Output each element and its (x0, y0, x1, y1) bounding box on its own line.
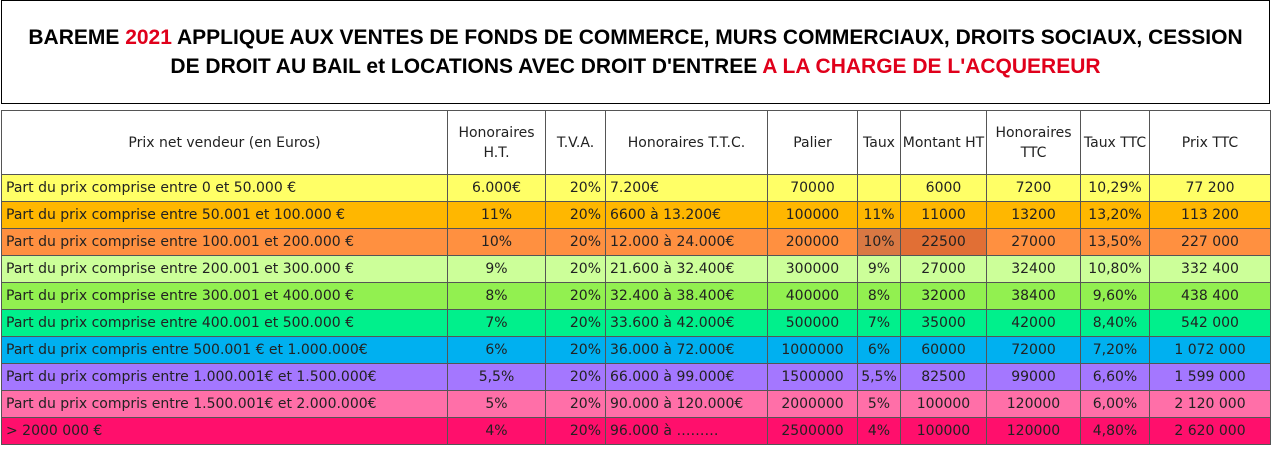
cell-palier[interactable]: 200000 (768, 229, 858, 256)
cell-taux-ttc[interactable]: 7,20% (1081, 337, 1150, 364)
cell-taux[interactable]: 10% (858, 229, 901, 256)
cell-taux[interactable]: 7% (858, 310, 901, 337)
header-tva[interactable]: T.V.A. (546, 111, 606, 175)
cell-prix-ttc[interactable]: 438 400 (1150, 283, 1271, 310)
cell-montant-ht[interactable]: 100000 (901, 391, 987, 418)
cell-prix-net[interactable]: Part du prix comprise entre 100.001 et 200.000 € (2, 229, 448, 256)
cell-honoraires-ttc-2[interactable]: 72000 (987, 337, 1081, 364)
cell-prix-net[interactable]: Part du prix comprise entre 50.001 et 100.000 € (2, 202, 448, 229)
cell-taux[interactable]: 5,5% (858, 364, 901, 391)
header-montant-ht[interactable]: Montant HT (901, 111, 987, 175)
header-honoraires-ttc-2[interactable]: Honoraires TTC (987, 111, 1081, 175)
cell-honoraires-ht[interactable]: 6% (448, 337, 546, 364)
table-row (2, 364, 1271, 391)
cell-honoraires-ttc[interactable]: 36.000 à 72.000€ (606, 337, 768, 364)
table-row (2, 256, 1271, 283)
cell-honoraires-ttc-2[interactable]: 120000 (987, 418, 1081, 445)
cell-palier[interactable]: 100000 (768, 202, 858, 229)
cell-taux[interactable]: 4% (858, 418, 901, 445)
cell-honoraires-ht[interactable]: 10% (448, 229, 546, 256)
cell-palier[interactable]: 2000000 (768, 391, 858, 418)
cell-honoraires-ttc[interactable]: 6600 à 13.200€ (606, 202, 768, 229)
cell-prix-net[interactable]: Part du prix comprise entre 0 et 50.000 € (2, 175, 448, 202)
title-rest: APPLIQUE AUX VENTES DE FONDS DE COMMERCE, MURS COMMERCIAUX, DROITS SOCIAUX, CESSION (171, 26, 1243, 49)
cell-montant-ht[interactable]: 27000 (901, 256, 987, 283)
cell-prix-net[interactable]: > 2000 000 € (2, 418, 448, 445)
cell-honoraires-ttc[interactable]: 33.600 à 42.000€ (606, 310, 768, 337)
cell-taux-ttc[interactable]: 6,00% (1081, 391, 1150, 418)
cell-prix-net[interactable]: Part du prix comprise entre 400.001 et 500.000 € (2, 310, 448, 337)
cell-honoraires-ttc[interactable]: 21.600 à 32.400€ (606, 256, 768, 283)
table-row (2, 283, 1271, 310)
cell-taux-ttc[interactable]: 13,20% (1081, 202, 1150, 229)
header-taux-ttc[interactable]: Taux TTC (1081, 111, 1150, 175)
header-prix-net[interactable]: Prix net vendeur (en Euros) (2, 111, 448, 175)
cell-honoraires-ht[interactable]: 11% (448, 202, 546, 229)
cell-honoraires-ttc-2[interactable]: 42000 (987, 310, 1081, 337)
cell-tva[interactable]: 20% (546, 418, 606, 445)
cell-montant-ht[interactable]: 60000 (901, 337, 987, 364)
bareme-table (1, 110, 1271, 445)
header-honoraires-ttc[interactable]: Honoraires T.T.C. (606, 111, 768, 175)
header-row (2, 111, 1271, 175)
cell-montant-ht[interactable]: 100000 (901, 418, 987, 445)
cell-honoraires-ht[interactable]: 4% (448, 418, 546, 445)
cell-honoraires-ht[interactable]: 8% (448, 283, 546, 310)
cell-prix-ttc[interactable]: 1 599 000 (1150, 364, 1271, 391)
title-box (1, 0, 1270, 104)
header-taux[interactable]: Taux (858, 111, 901, 175)
cell-taux-ttc[interactable]: 10,80% (1081, 256, 1150, 283)
cell-palier[interactable]: 2500000 (768, 418, 858, 445)
cell-taux-ttc[interactable]: 13,50% (1081, 229, 1150, 256)
cell-honoraires-ttc-2[interactable]: 120000 (987, 391, 1081, 418)
cell-tva[interactable]: 20% (546, 229, 606, 256)
cell-montant-ht[interactable]: 32000 (901, 283, 987, 310)
table-row (2, 175, 1271, 202)
cell-taux[interactable] (858, 175, 901, 202)
cell-taux[interactable]: 5% (858, 391, 901, 418)
cell-honoraires-ht[interactable]: 5,5% (448, 364, 546, 391)
cell-taux-ttc[interactable]: 9,60% (1081, 283, 1150, 310)
cell-palier[interactable]: 1500000 (768, 364, 858, 391)
table-row (2, 391, 1271, 418)
cell-honoraires-ttc[interactable]: 7.200€ (606, 175, 768, 202)
title-line2-red: A LA CHARGE DE L'ACQUEREUR (762, 55, 1101, 78)
cell-taux[interactable]: 9% (858, 256, 901, 283)
cell-honoraires-ttc-2[interactable]: 32400 (987, 256, 1081, 283)
cell-montant-ht[interactable]: 82500 (901, 364, 987, 391)
table-row (2, 229, 1271, 256)
cell-prix-ttc[interactable]: 332 400 (1150, 256, 1271, 283)
cell-honoraires-ttc-2[interactable]: 38400 (987, 283, 1081, 310)
title-line-1 (28, 23, 1242, 52)
cell-tva[interactable]: 20% (546, 283, 606, 310)
cell-taux[interactable]: 8% (858, 283, 901, 310)
title-year: 2021 (125, 26, 172, 49)
cell-prix-ttc[interactable]: 227 000 (1150, 229, 1271, 256)
cell-prix-net[interactable]: Part du prix compris entre 1.000.001€ et 1.500.000€ (2, 364, 448, 391)
table-row (2, 337, 1271, 364)
cell-honoraires-ttc[interactable]: 66.000 à 99.000€ (606, 364, 768, 391)
cell-tva[interactable]: 20% (546, 364, 606, 391)
cell-honoraires-ttc-2[interactable]: 13200 (987, 202, 1081, 229)
cell-prix-ttc[interactable]: 542 000 (1150, 310, 1271, 337)
cell-honoraires-ttc[interactable]: 90.000 à 120.000€ (606, 391, 768, 418)
cell-honoraires-ttc-2[interactable]: 99000 (987, 364, 1081, 391)
header-prix-ttc[interactable]: Prix TTC (1150, 111, 1271, 175)
cell-taux-ttc[interactable]: 6,60% (1081, 364, 1150, 391)
cell-prix-ttc[interactable]: 77 200 (1150, 175, 1271, 202)
cell-honoraires-ht[interactable]: 9% (448, 256, 546, 283)
cell-palier[interactable]: 500000 (768, 310, 858, 337)
cell-honoraires-ttc[interactable]: 96.000 à ……… (606, 418, 768, 445)
table-row (2, 202, 1271, 229)
cell-montant-ht[interactable]: 6000 (901, 175, 987, 202)
title-line-2 (170, 52, 1100, 81)
cell-palier[interactable]: 400000 (768, 283, 858, 310)
cell-tva[interactable]: 20% (546, 391, 606, 418)
cell-montant-ht[interactable]: 11000 (901, 202, 987, 229)
cell-prix-ttc[interactable]: 113 200 (1150, 202, 1271, 229)
cell-honoraires-ht[interactable]: 5% (448, 391, 546, 418)
cell-palier[interactable]: 1000000 (768, 337, 858, 364)
cell-tva[interactable]: 20% (546, 256, 606, 283)
cell-tva[interactable]: 20% (546, 337, 606, 364)
cell-prix-ttc[interactable]: 2 620 000 (1150, 418, 1271, 445)
cell-taux-ttc[interactable]: 10,29% (1081, 175, 1150, 202)
cell-tva[interactable]: 20% (546, 175, 606, 202)
cell-montant-ht[interactable]: 22500 (901, 229, 987, 256)
cell-prix-net[interactable]: Part du prix comprise entre 300.001 et 400.000 € (2, 283, 448, 310)
cell-honoraires-ht[interactable]: 6.000€ (448, 175, 546, 202)
cell-honoraires-ttc[interactable]: 32.400 à 38.400€ (606, 283, 768, 310)
header-honoraires-ht[interactable]: Honoraires H.T. (448, 111, 546, 175)
cell-prix-net[interactable]: Part du prix compris entre 500.001 € et 1.000.000€ (2, 337, 448, 364)
cell-prix-net[interactable]: Part du prix comprise entre 200.001 et 300.000 € (2, 256, 448, 283)
cell-palier[interactable]: 300000 (768, 256, 858, 283)
cell-taux-ttc[interactable]: 4,80% (1081, 418, 1150, 445)
cell-montant-ht[interactable]: 35000 (901, 310, 987, 337)
cell-honoraires-ttc-2[interactable]: 7200 (987, 175, 1081, 202)
cell-honoraires-ttc[interactable]: 12.000 à 24.000€ (606, 229, 768, 256)
title-prefix: BAREME (28, 26, 126, 49)
table-row (2, 310, 1271, 337)
cell-prix-ttc[interactable]: 1 072 000 (1150, 337, 1271, 364)
header-palier[interactable]: Palier (768, 111, 858, 175)
cell-honoraires-ttc-2[interactable]: 27000 (987, 229, 1081, 256)
cell-prix-ttc[interactable]: 2 120 000 (1150, 391, 1271, 418)
cell-palier[interactable]: 70000 (768, 175, 858, 202)
table-row (2, 418, 1271, 445)
title-line2-prefix: DE DROIT AU BAIL et LOCATIONS AVEC DROIT D'ENTREE (170, 55, 763, 78)
cell-tva[interactable]: 20% (546, 202, 606, 229)
cell-honoraires-ht[interactable]: 7% (448, 310, 546, 337)
cell-prix-net[interactable]: Part du prix compris entre 1.500.001€ et 2.000.000€ (2, 391, 448, 418)
cell-taux-ttc[interactable]: 8,40% (1081, 310, 1150, 337)
cell-tva[interactable]: 20% (546, 310, 606, 337)
cell-taux[interactable]: 6% (858, 337, 901, 364)
cell-taux[interactable]: 11% (858, 202, 901, 229)
